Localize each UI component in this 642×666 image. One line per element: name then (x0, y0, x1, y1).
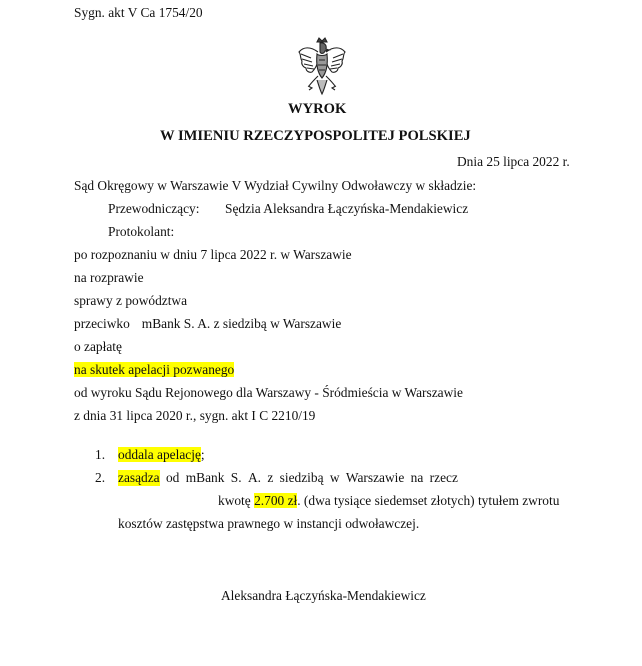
document-subtitle: W IMIENIU RZECZYPOSPOLITEJ POLSKIEJ (160, 128, 471, 144)
ruling-2-word: A. (247, 470, 261, 485)
amount-highlight: 2.700 zł (254, 493, 298, 508)
ruling-2-word: z (267, 470, 274, 485)
clerk-label: Protokolant: (108, 224, 175, 239)
ruling-2-word: siedzibą (279, 470, 324, 485)
polish-eagle-emblem-icon (296, 36, 348, 98)
ruling-2-word: od (165, 470, 180, 485)
ruling-1-highlight: oddala apelację (118, 447, 201, 462)
ruling-2-number: 2. (95, 470, 106, 485)
ruling-2-word: mBank (185, 470, 225, 485)
ruling-1-number: 1. (95, 447, 106, 462)
judgment-date: Dnia 25 lipca 2022 r. (457, 154, 570, 169)
against-line (74, 316, 341, 332)
defendant-name: mBank S. A. z siedzibą w Warszawie (141, 316, 342, 331)
claim-line: sprawy z powództwa (74, 293, 188, 308)
subject-line: o zapłatę (74, 339, 122, 354)
ruling-2-word: rzecz (429, 470, 458, 485)
ruling-2-amount-line (218, 493, 559, 509)
amount-prefix: kwotę (218, 493, 251, 508)
judgment-date-line: z dnia 31 lipca 2020 r., sygn. akt I C 2210/19 (74, 408, 316, 423)
amount-suffix: . (dwa tysiące siedemset złotych) tytułem zwrotu (297, 493, 560, 508)
against-label: przeciwko (74, 316, 130, 331)
ruling-1 (118, 447, 205, 463)
ruling-2-highlight: zasądza (118, 470, 160, 485)
presiding-judge: Sędzia Aleksandra Łączyńska-Mendakiewicz (225, 201, 469, 216)
session-line: na rozprawie (74, 270, 144, 285)
ruling-2-line-1 (118, 470, 458, 486)
court-line: Sąd Okręgowy w Warszawie V Wydział Cywilny Odwoławczy w składzie: (74, 178, 477, 193)
ruling-1-rest: ; (200, 447, 205, 462)
ruling-2-word: Warszawie (345, 470, 405, 485)
ruling-2-word: w (329, 470, 340, 485)
case-number: Sygn. akt V Ca 1754/20 (74, 5, 203, 20)
from-judgment-line: od wyroku Sądu Rejonowego dla Warszawy - Śródmieścia w Warszawie (74, 385, 463, 400)
ruling-2-word: S. (230, 470, 242, 485)
document-title: WYROK (288, 101, 347, 117)
appeal-line (74, 362, 234, 378)
hearing-line: po rozpoznaniu w dniu 7 lipca 2022 r. w Warszawie (74, 247, 352, 262)
ruling-2-word: na (410, 470, 424, 485)
signature: Aleksandra Łączyńska-Mendakiewicz (221, 588, 426, 603)
highlighted-appeal: na skutek apelacji pozwanego (74, 362, 235, 377)
ruling-2-continuation: kosztów zastępstwa prawnego w instancji odwoławczej. (118, 516, 420, 531)
presiding-label: Przewodniczący: (108, 201, 200, 216)
